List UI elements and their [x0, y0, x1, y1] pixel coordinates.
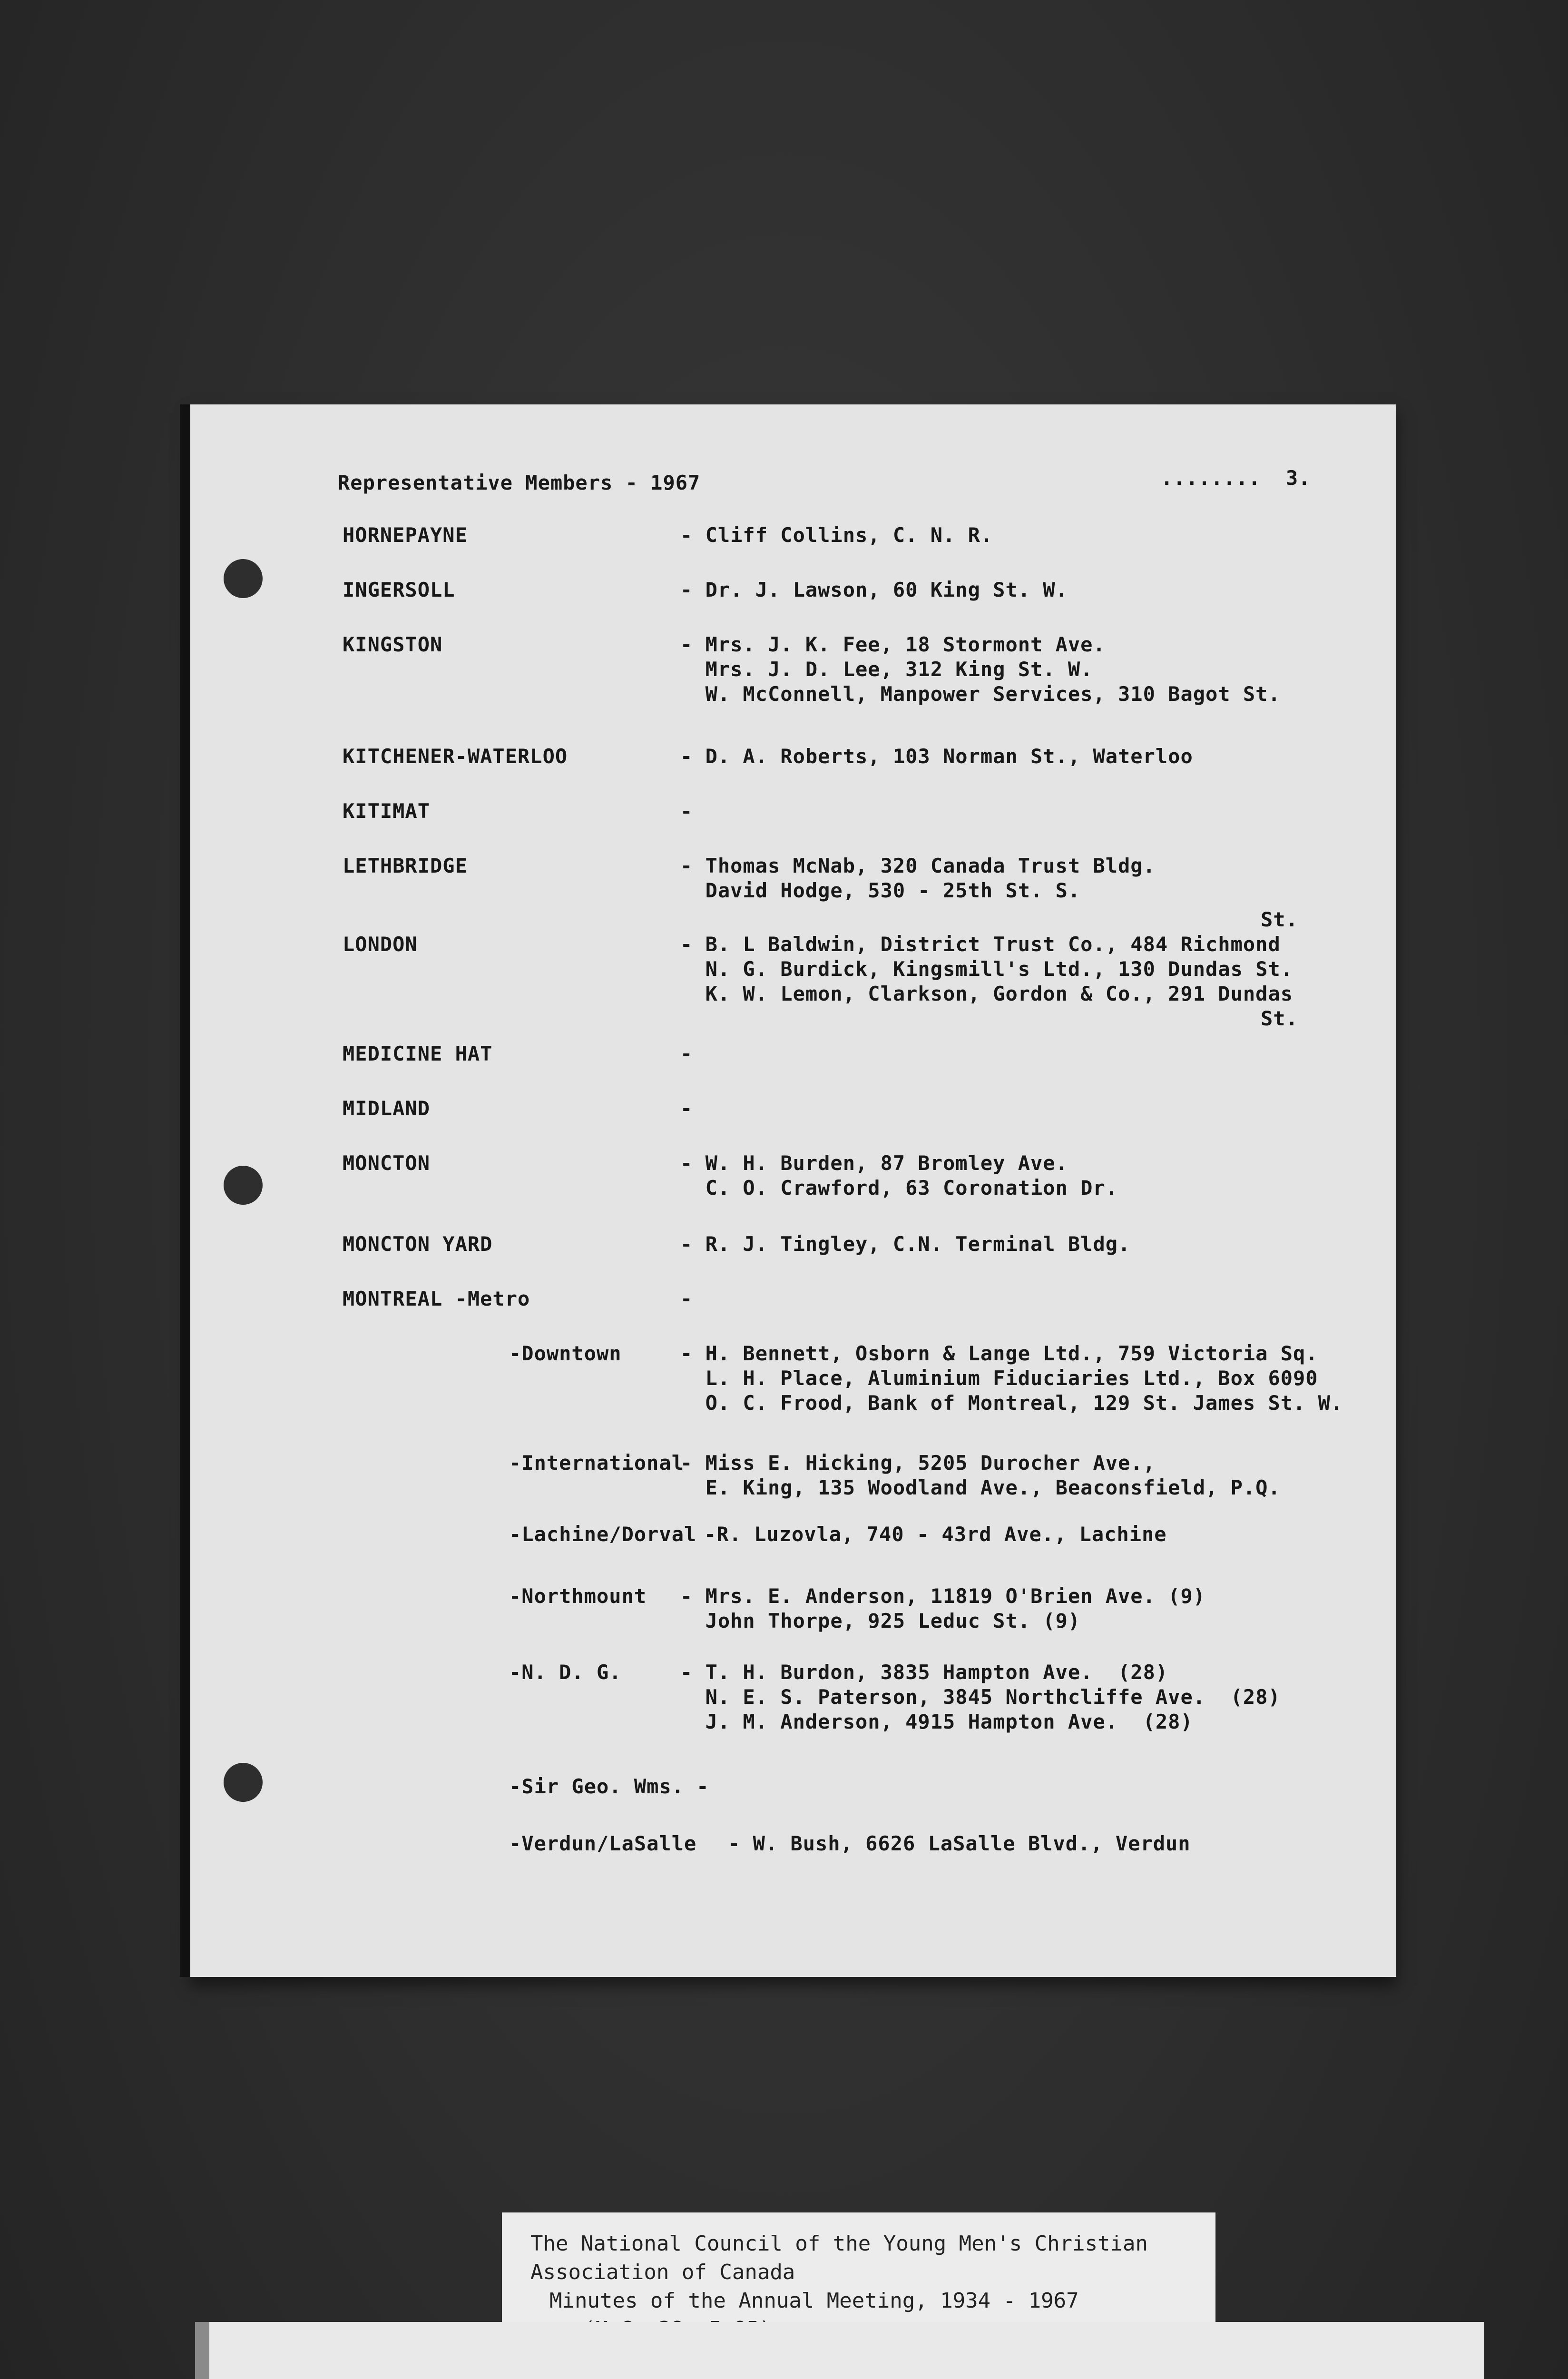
archive-card — [195, 2322, 1484, 2379]
member-line: - — [680, 1287, 693, 1310]
sub-district: -Northmount — [509, 1584, 647, 1608]
page-title: Representative Members - 1967 — [338, 471, 701, 494]
sub-district: -Downtown — [509, 1342, 622, 1365]
label-line: The National Council of the Young Men's Christian — [530, 2232, 1148, 2256]
member-line: W. McConnell, Manpower Services, 310 Bagot St. — [680, 682, 1281, 706]
page-number: ........ 3. — [1161, 466, 1311, 490]
place-name: MIDLAND — [343, 1097, 431, 1120]
sub-district: -Sir Geo. Wms. - — [509, 1775, 709, 1798]
sub-district: -N. D. G. — [509, 1661, 622, 1684]
member-line: - Thomas McNab, 320 Canada Trust Bldg. — [680, 854, 1156, 877]
sub-district: -Lachine/Dorval — [509, 1523, 697, 1546]
place-name: MONTREAL -Metro — [343, 1287, 530, 1310]
member-line: J. M. Anderson, 4915 Hampton Ave. (28) — [680, 1710, 1193, 1733]
wrapped-text: St. — [1261, 908, 1298, 931]
member-line: Mrs. J. D. Lee, 312 King St. W. — [680, 658, 1093, 681]
member-line: K. W. Lemon, Clarkson, Gordon & Co., 291 Dundas — [680, 982, 1294, 1005]
wrapped-text: St. — [1261, 1007, 1298, 1030]
place-name: MEDICINE HAT — [343, 1042, 493, 1065]
member-line: O. C. Frood, Bank of Montreal, 129 St. James St. W. — [680, 1391, 1343, 1415]
member-line: N. E. S. Paterson, 3845 Northcliffe Ave. (28) — [680, 1685, 1281, 1709]
document-page — [190, 404, 1396, 1977]
punch-hole — [224, 1763, 263, 1802]
member-line: L. H. Place, Aluminium Fiduciaries Ltd., Box 6090 — [680, 1366, 1318, 1390]
member-line: - H. Bennett, Osborn & Lange Ltd., 759 Victoria Sq. — [680, 1342, 1318, 1365]
member-line: - W. Bush, 6626 LaSalle Blvd., Verdun — [728, 1832, 1191, 1855]
member-line: - W. H. Burden, 87 Bromley Ave. — [680, 1151, 1068, 1175]
member-line: - — [680, 1042, 693, 1065]
place-name: KINGSTON — [343, 633, 443, 656]
place-name: INGERSOLL — [343, 578, 455, 601]
member-line: David Hodge, 530 - 25th St. S. — [680, 879, 1081, 902]
punch-hole — [224, 559, 263, 598]
place-name: KITCHENER-WATERLOO — [343, 745, 568, 768]
member-line: N. G. Burdick, Kingsmill's Ltd., 130 Dundas St. — [680, 957, 1294, 981]
member-line: - T. H. Burdon, 3835 Hampton Ave. (28) — [680, 1661, 1168, 1684]
member-line: E. King, 135 Woodland Ave., Beaconsfield, P.Q. — [680, 1476, 1281, 1499]
member-line: - Cliff Collins, C. N. R. — [680, 523, 993, 547]
member-line: - Dr. J. Lawson, 60 King St. W. — [680, 578, 1068, 601]
member-line: - — [680, 799, 693, 823]
member-line: - D. A. Roberts, 103 Norman St., Waterloo — [680, 745, 1193, 768]
member-line: - R. J. Tingley, C.N. Terminal Bldg. — [680, 1232, 1131, 1256]
label-line: Minutes of the Annual Meeting, 1934 - 1967 — [549, 2289, 1079, 2313]
member-line: - B. L Baldwin, District Trust Co., 484 Richmond — [680, 933, 1281, 956]
member-line: - — [680, 1097, 693, 1120]
punch-hole — [224, 1166, 263, 1205]
place-name: MONCTON — [343, 1151, 431, 1175]
member-line: John Thorpe, 925 Leduc St. (9) — [680, 1609, 1081, 1632]
place-name: HORNEPAYNE — [343, 523, 468, 547]
place-name: LONDON — [343, 933, 418, 956]
member-line: -R. Luzovla, 740 - 43rd Ave., Lachine — [704, 1523, 1167, 1546]
member-line: C. O. Crawford, 63 Coronation Dr. — [680, 1176, 1118, 1199]
label-line: Association of Canada — [530, 2260, 795, 2284]
place-name: KITIMAT — [343, 799, 431, 823]
place-name: MONCTON YARD — [343, 1232, 493, 1256]
member-line: - Mrs. E. Anderson, 11819 O'Brien Ave. (9) — [680, 1584, 1206, 1608]
member-line: - Miss E. Hicking, 5205 Durocher Ave., — [680, 1451, 1156, 1475]
sub-district: -Verdun/LaSalle — [509, 1832, 697, 1855]
member-line: - Mrs. J. K. Fee, 18 Stormont Ave. — [680, 633, 1106, 656]
sub-district: -International — [509, 1451, 685, 1475]
place-name: LETHBRIDGE — [343, 854, 468, 877]
